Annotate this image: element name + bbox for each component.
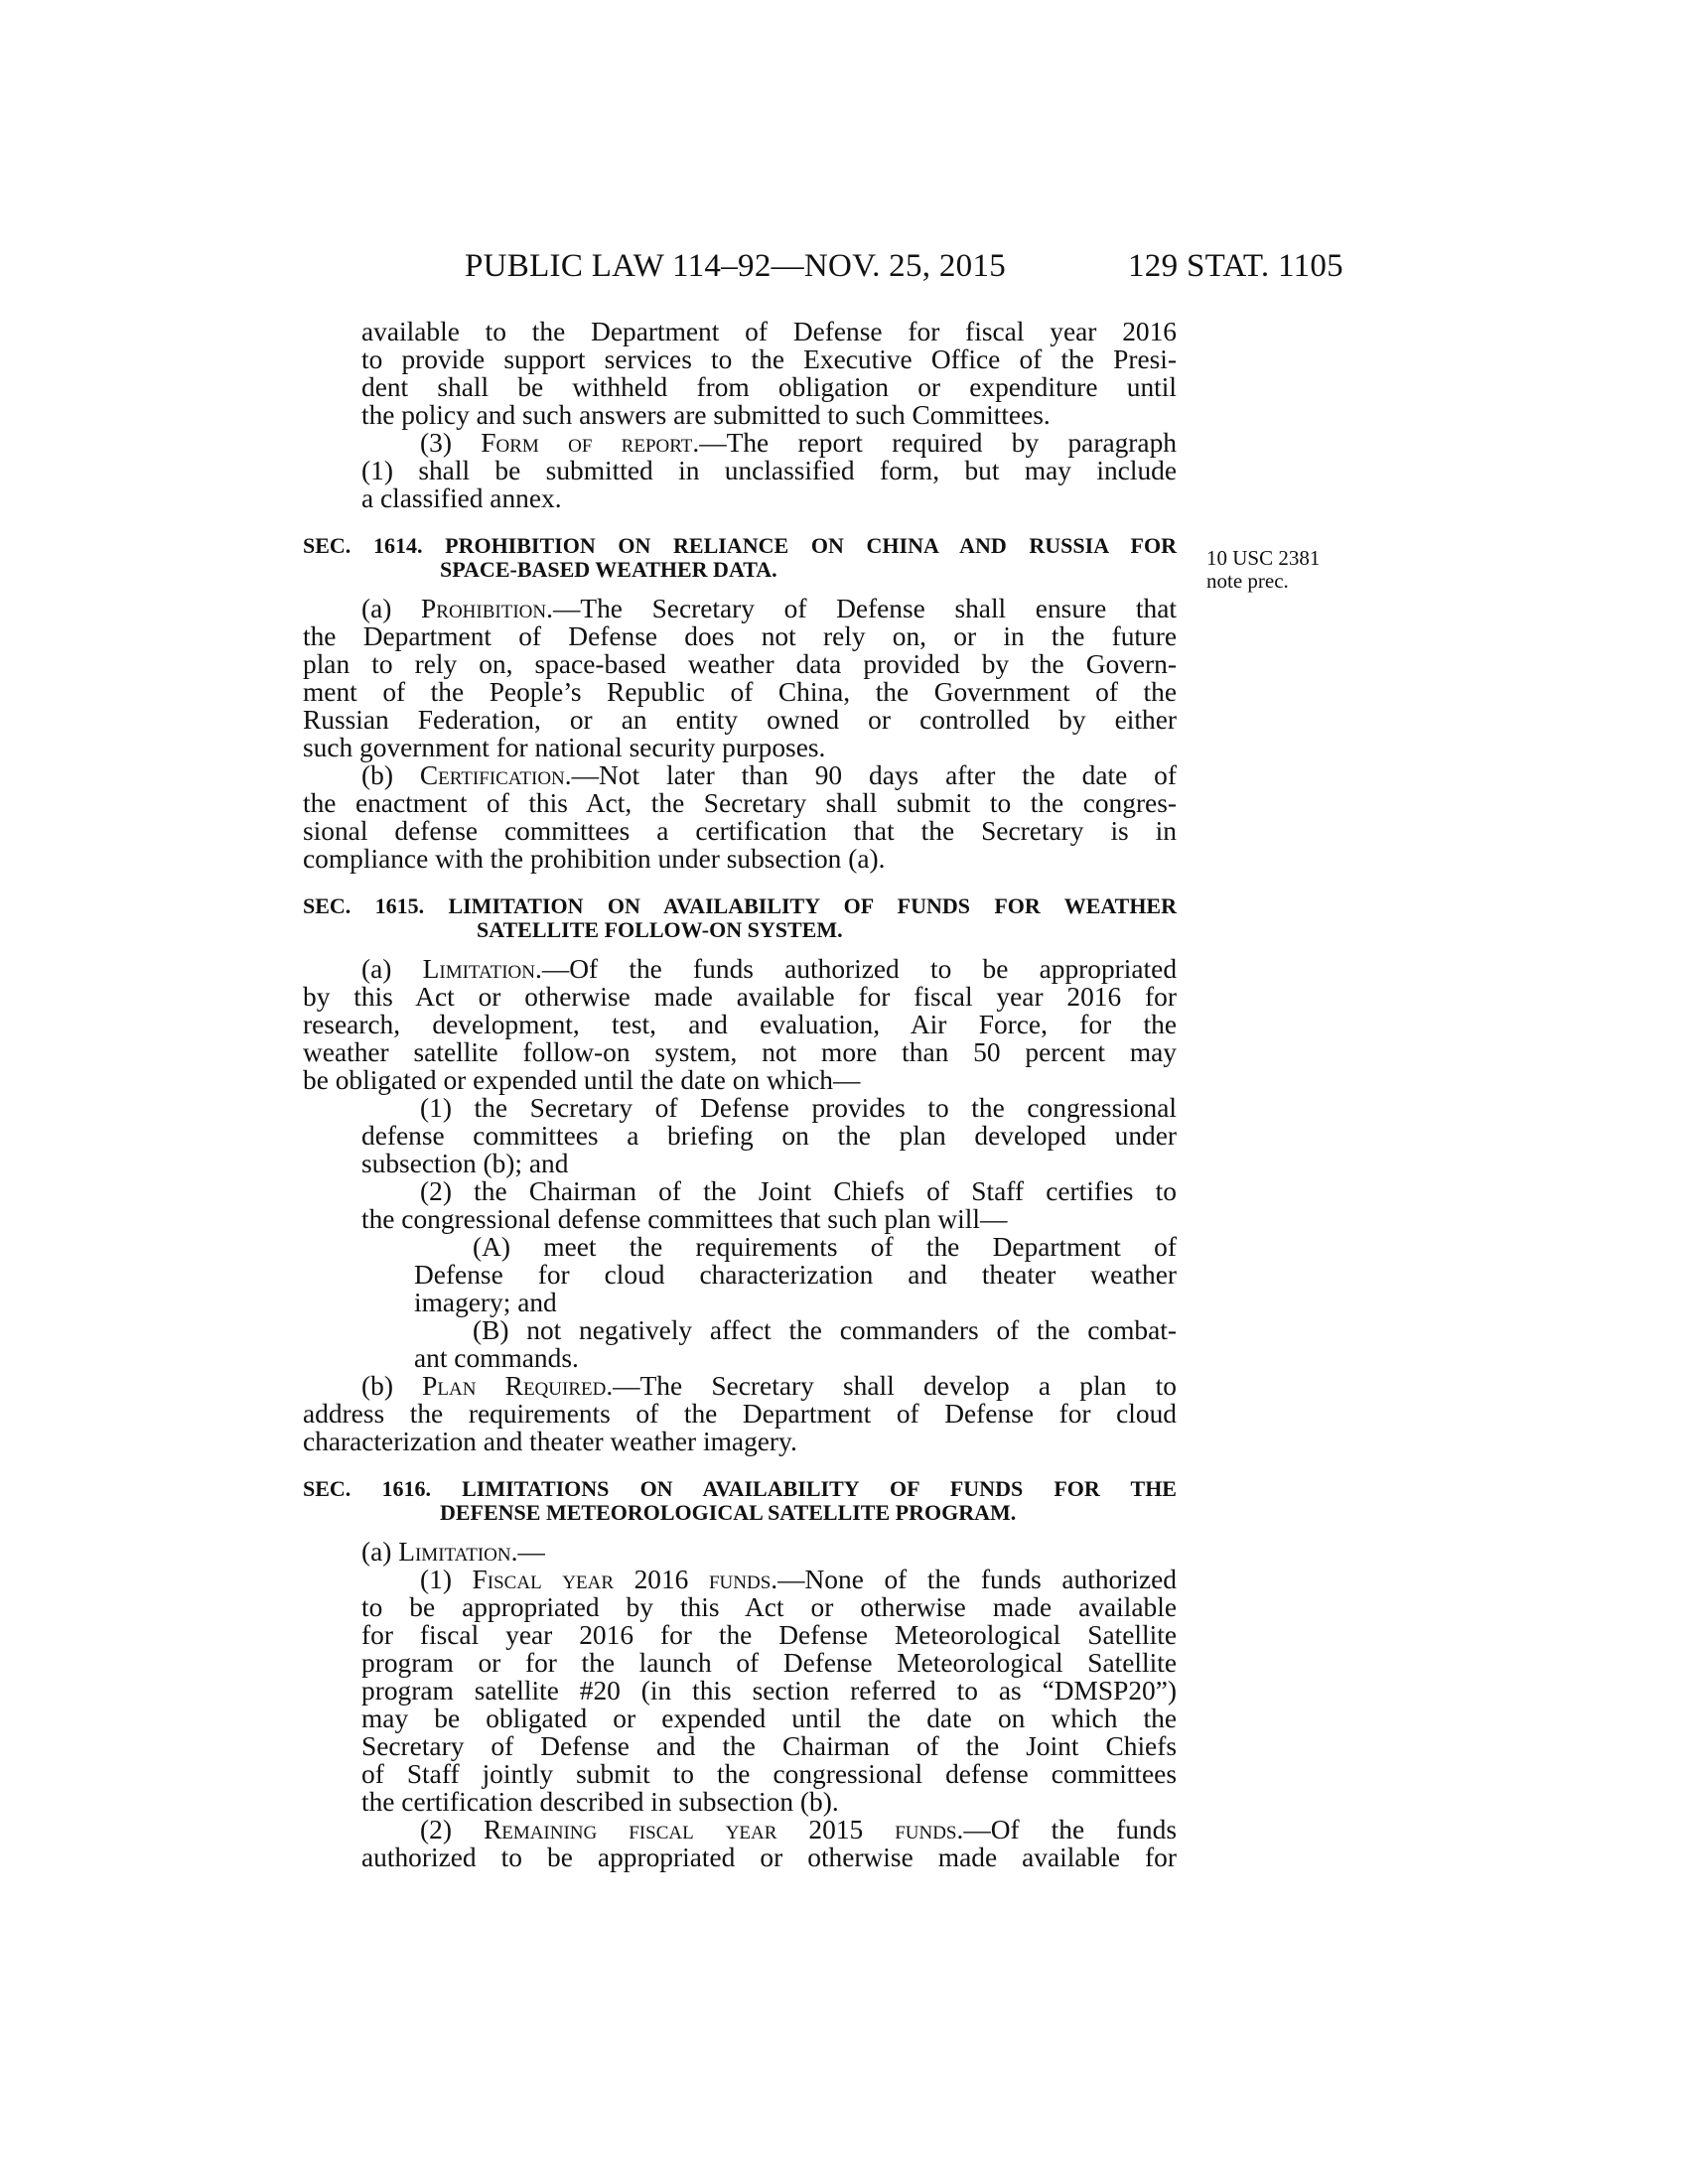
text-line bbox=[361, 1816, 1177, 1843]
text-line: weather satellite follow-on system, not more than 50 percent may bbox=[303, 1037, 1177, 1067]
text-fragment: .—The report required by paragraph bbox=[692, 428, 1177, 458]
text-line: (1) the Secretary of Defense provides to the congressional bbox=[420, 1093, 1177, 1123]
text-line: by this Act or otherwise made available for fiscal year 2016 for bbox=[303, 982, 1177, 1012]
text-line: characterization and theater weather imagery. bbox=[303, 1427, 797, 1456]
text-line: compliance with the prohibition under subsection (a). bbox=[303, 844, 886, 874]
text-line: the policy and such answers are submitted to such Committees. bbox=[361, 400, 1051, 430]
text-line bbox=[361, 1566, 1177, 1593]
text-line: authorized to be appropriated or otherwise made available for bbox=[361, 1843, 1177, 1872]
para-number: (3) bbox=[420, 428, 452, 458]
subsection-heading: Limitation bbox=[422, 954, 535, 984]
section-1615-subparagraph-a bbox=[303, 1233, 1177, 1316]
text-line: Russian Federation, or an entity owned or controlled by either bbox=[303, 705, 1177, 735]
section-heading-line: SEC. 1616. LIMITATIONS ON AVAILABILITY OF FUNDS FOR THE bbox=[303, 1476, 1177, 1501]
section-1616-subsection-a bbox=[303, 1538, 1177, 1566]
text-line bbox=[303, 955, 1177, 983]
text-line: the Department of Defense does not rely on, or in the future bbox=[303, 621, 1177, 651]
section-1614-heading bbox=[303, 534, 1177, 582]
text-fragment: .—The Secretary shall develop a plan to bbox=[606, 1371, 1177, 1401]
subsection-label: (a) bbox=[361, 1537, 399, 1567]
subsection-heading: Limitation bbox=[398, 1537, 511, 1567]
text-line bbox=[361, 429, 1177, 457]
text-line: subsection (b); and bbox=[361, 1149, 569, 1178]
text-line: (1) shall be submitted in unclassified form, but may include bbox=[361, 456, 1177, 485]
section-heading-line: SEC. 1614. PROHIBITION ON RELIANCE ON CHINA AND RUSSIA FOR bbox=[303, 533, 1177, 558]
margin-note-line2: note prec. bbox=[1206, 569, 1289, 593]
text-line: the certification described in subsection (b). bbox=[361, 1787, 839, 1817]
section-1615-subsection-b bbox=[303, 1372, 1177, 1455]
text-fragment: .—Of the funds authorized to be appropriated bbox=[535, 954, 1178, 984]
text-fragment: .—Not later than 90 days after the date of bbox=[564, 760, 1177, 790]
text-line: the congressional defense committees that such plan will— bbox=[361, 1204, 1008, 1234]
text-line: research, development, test, and evaluation, Air Force, for the bbox=[303, 1010, 1177, 1039]
section-1615-subsection-a bbox=[303, 955, 1177, 1094]
section-1616-paragraph-1 bbox=[303, 1566, 1177, 1816]
text-line: ment of the People’s Republic of China, the Government of the bbox=[303, 677, 1177, 707]
text-line bbox=[303, 1538, 1177, 1566]
text-line bbox=[303, 595, 1177, 622]
section-1615-paragraph-2 bbox=[303, 1177, 1177, 1233]
section-1614-subsection-a bbox=[303, 595, 1177, 761]
text-line: dent shall be withheld from obligation or expenditure until bbox=[361, 372, 1177, 402]
subsection-label: (a) bbox=[361, 954, 423, 984]
subsection-label: (b) bbox=[361, 1371, 423, 1401]
intro-paragraph bbox=[303, 318, 1177, 429]
section-1616-paragraph-2 bbox=[303, 1816, 1177, 1871]
text-line: plan to rely on, space-based weather data provided by the Govern- bbox=[303, 649, 1177, 679]
text-line: to be appropriated by this Act or otherwise made available bbox=[361, 1592, 1177, 1622]
text-line bbox=[303, 1372, 1177, 1400]
section-1615-paragraph-1 bbox=[303, 1094, 1177, 1177]
subsection-heading: Certification bbox=[419, 760, 565, 790]
text-line: the enactment of this Act, the Secretary shall submit to the congres- bbox=[303, 788, 1177, 818]
text-line: such government for national security purposes. bbox=[303, 733, 826, 762]
paragraph-heading: Fiscal year 2016 funds bbox=[472, 1565, 772, 1594]
page-header-left: PUBLIC LAW 114–92—NOV. 25, 2015 bbox=[465, 248, 1007, 284]
text-line: program or for the launch of Defense Meteorological Satellite bbox=[361, 1648, 1177, 1678]
text-line bbox=[303, 761, 1177, 789]
text-line: defense committees a briefing on the plan developed under bbox=[361, 1121, 1177, 1151]
section-heading-line: SPACE-BASED WEATHER DATA. bbox=[440, 557, 777, 582]
text-line: may be obligated or expended until the date on which the bbox=[361, 1704, 1177, 1733]
text-line: of Staff jointly submit to the congressional defense committees bbox=[361, 1759, 1177, 1789]
text-line: Defense for cloud characterization and theater weather bbox=[414, 1260, 1177, 1290]
intro-paragraph-3 bbox=[303, 429, 1177, 512]
text-line: address the requirements of the Department of Defense for cloud bbox=[303, 1399, 1177, 1429]
text-fragment: .—Of the funds bbox=[956, 1815, 1177, 1844]
text-line: (B) not negatively affect the commanders of the combat- bbox=[473, 1315, 1177, 1345]
paragraph-heading: Remaining fiscal year 2015 funds bbox=[483, 1815, 957, 1844]
text-line: (2) the Chairman of the Joint Chiefs of Staff certifies to bbox=[420, 1176, 1177, 1206]
text-line: to provide support services to the Executive Office of the Presi- bbox=[361, 344, 1177, 374]
text-line: sional defense committees a certification that the Secretary is in bbox=[303, 816, 1177, 846]
document-body bbox=[303, 318, 1177, 1871]
text-line: a classified annex. bbox=[361, 483, 562, 513]
section-heading-line: DEFENSE METEOROLOGICAL SATELLITE PROGRAM. bbox=[440, 1500, 1017, 1525]
section-1615-subparagraph-b bbox=[303, 1316, 1177, 1372]
section-1614-subsection-b bbox=[303, 761, 1177, 873]
section-1616-heading bbox=[303, 1477, 1177, 1525]
section-heading-line: SEC. 1615. LIMITATION ON AVAILABILITY OF FUNDS FOR WEATHER bbox=[303, 893, 1177, 918]
text-line: ant commands. bbox=[414, 1343, 579, 1373]
subsection-heading: Plan Required bbox=[422, 1371, 607, 1401]
page-header-right: 129 STAT. 1105 bbox=[1128, 248, 1343, 284]
section-heading-line: SATELLITE FOLLOW-ON SYSTEM. bbox=[477, 917, 843, 942]
section-1615-heading bbox=[303, 894, 1177, 942]
text-fragment: .— bbox=[510, 1537, 545, 1567]
margin-note bbox=[1206, 547, 1365, 593]
text-fragment: .—The Secretary of Defense shall ensure that bbox=[546, 594, 1178, 623]
text-line: be obligated or expended until the date on which— bbox=[303, 1065, 861, 1095]
subsection-label: (a) bbox=[361, 594, 422, 623]
text-fragment: .—None of the funds authorized bbox=[771, 1565, 1177, 1594]
text-line: imagery; and bbox=[414, 1288, 557, 1317]
paragraph-label: (2) bbox=[420, 1815, 484, 1844]
text-line: for fiscal year 2016 for the Defense Meteorological Satellite bbox=[361, 1620, 1177, 1650]
para-heading: Form of report bbox=[481, 428, 693, 458]
subsection-label: (b) bbox=[361, 760, 420, 790]
text-line: (A) meet the requirements of the Department of bbox=[473, 1232, 1177, 1262]
margin-note-line1: 10 USC 2381 bbox=[1206, 546, 1321, 570]
paragraph-label: (1) bbox=[420, 1565, 473, 1594]
text-line: available to the Department of Defense for fiscal year 2016 bbox=[361, 317, 1177, 346]
text-line: Secretary of Defense and the Chairman of the Joint Chiefs bbox=[361, 1731, 1177, 1761]
text-line: program satellite #20 (in this section referred to as “DMSP20”) bbox=[361, 1676, 1177, 1706]
subsection-heading: Prohibition bbox=[421, 594, 547, 623]
